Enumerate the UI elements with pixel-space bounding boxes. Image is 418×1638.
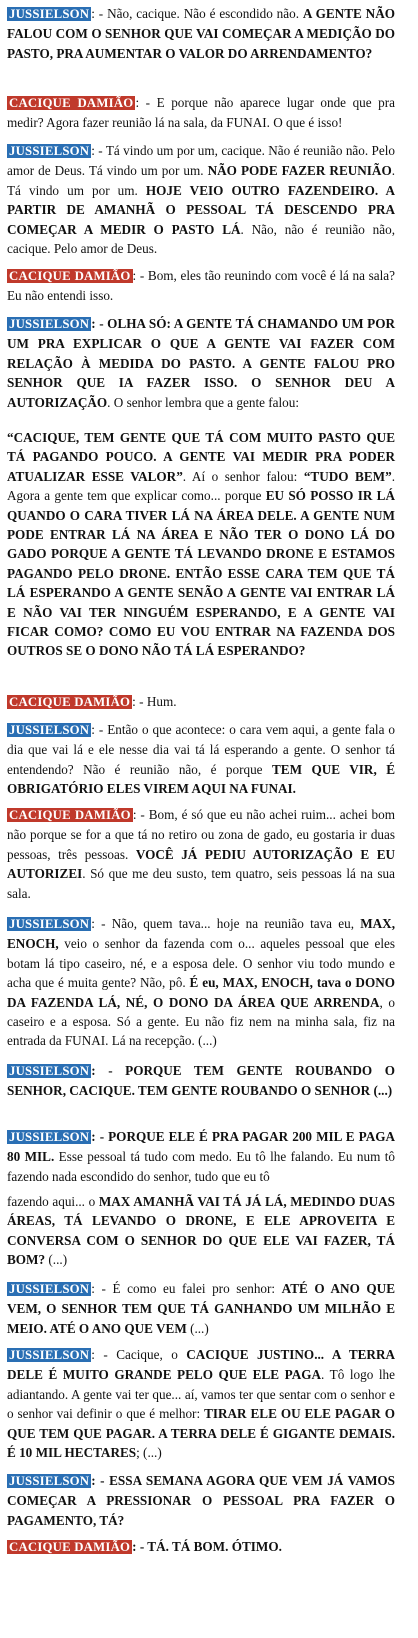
body-text: : - É como eu falei pro senhor: <box>91 1281 282 1296</box>
transcript-entry <box>7 314 395 412</box>
speaker-label-jussielson: JUSSIELSON <box>9 7 90 21</box>
transcript-entry <box>7 266 395 306</box>
speaker-label-cacique: CACIQUE DAMIÃO <box>9 1540 131 1554</box>
body-text: ; (...) <box>136 1445 162 1461</box>
transcript-entry <box>7 1127 395 1186</box>
body-text: (...) <box>45 1252 68 1268</box>
bold-text: : - TÁ. TÁ BOM. ÓTIMO. <box>132 1539 282 1554</box>
transcript-entry <box>7 428 395 661</box>
bold-text: MAX, ENOCH, <box>7 916 395 952</box>
bold-text: TEM QUE VIR, É OBRIGATÓRIO ELES VIREM AQUI NA FUNAI. <box>7 761 395 797</box>
body-text: : - Cacique, o <box>91 1347 187 1362</box>
body-text: : - Bom, eles tão reunindo com você é lá na sala? Eu não entendi isso. <box>7 268 395 304</box>
bold-text: : - PORQUE TEM GENTE ROUBANDO O SENHOR, CACIQUE. TEM GENTE ROUBANDO O SENHOR (...) <box>7 1063 395 1099</box>
bold-text: EU SÓ POSSO IR LÁ QUANDO O CARA TIVER LÁ NA ÁREA DELE. A GENTE NUM PODE ENTRAR LÁ NA ÁREA E NÃO TER O DONO LÁ DO GADO PORQUE A GENTE TÁ LEVANDO DRONE E ESTAMOS PAGANDO PELO DRONE. ENTÃO ESSE CARA TEM QUE TÁ LÁ ESPERANDO A GENTE SENÃO A GENTE VAI ENTRAR LÁ E NÃO VAI TER NINGUÉM ESPERANDO, E A GENTE VAI FICAR COMO? COMO EU VOU ENTRAR NA FAZENDA DOS OUTROS SE O DONO NÃO TÁ LÁ ESPERANDO? <box>7 488 395 659</box>
transcript-entry <box>7 1471 395 1530</box>
bold-text: : - ESSA SEMANA AGORA QUE VEM JÁ VAMOS COMEÇAR A PRESSIONAR O PESSOAL PRA FAZER O PAGAMENTO, TÁ? <box>7 1473 395 1528</box>
body-text: : - Hum. <box>132 694 177 709</box>
speaker-label-cacique: CACIQUE DAMIÃO <box>9 269 131 283</box>
speaker-label-jussielson: JUSSIELSON <box>9 144 90 158</box>
body-text: : - Não, cacique. Não é escondido não. <box>91 6 303 21</box>
transcript-entry <box>7 692 395 712</box>
body-text: , o caseiro e a esposa. Só a gente. Eu não fiz nem na minha sala, fiz na entrada da FUNAI. Lá na recepção. (...) <box>7 994 396 1049</box>
transcript-entry <box>7 1061 395 1101</box>
body-text: . Agora a gente tem que explicar como... porque <box>7 468 395 504</box>
transcript-entry <box>7 805 395 903</box>
speaker-label-cacique: CACIQUE DAMIÃO <box>9 695 131 709</box>
bold-text: É eu, MAX, ENOCH, tava o DONO DA FAZENDA LÁ, NÉ, O DONO DA ÁREA QUE ARRENDA <box>7 975 395 1010</box>
bold-text: ATÉ O ANO QUE VEM, O SENHOR TEM QUE TÁ GANHANDO UM MILHÃO E MEIO. ATÉ O ANO QUE VEM <box>7 1281 395 1336</box>
transcript-entry <box>7 914 395 1051</box>
bold-text: : - OLHA SÓ: A GENTE TÁ CHAMANDO UM POR UM PRA EXPLICAR O QUE A GENTE VAI FAZER COM RELAÇÃO À MEDIDA DO PASTO. A GENTE FALOU PRO SENHOR QUE IA FAZER ISSO. O SENHOR DEU A AUTORIZAÇÃO <box>7 316 395 410</box>
speaker-label-jussielson: JUSSIELSON <box>9 1064 90 1078</box>
transcript-entry <box>7 1345 395 1462</box>
transcript-entry <box>7 720 395 799</box>
transcript-entry <box>7 1537 395 1557</box>
transcript-entry <box>7 141 395 258</box>
body-text: veio o senhor da fazenda com o... aqueles pessoal que eles botam lá tipo caseiro, né, e a esposa dele. O senhor viu todo mundo e acha que é muita gente? Não, pô. <box>7 936 395 991</box>
bold-text: MAX AMANHÃ VAI TÁ JÁ LÁ, MEDINDO DUAS ÁREAS, TÁ LEVANDO O DRONE, E ELE APROVEITA E CONVERSA COM O SENHOR DO QUE ELE VAI FAZER, TÁ BOM? <box>7 1194 395 1268</box>
body-text: (...) <box>186 1320 209 1336</box>
body-text: . Aí o senhor falou: <box>182 468 304 484</box>
speaker-label-jussielson: JUSSIELSON <box>9 723 90 737</box>
speaker-label-jussielson: JUSSIELSON <box>9 317 90 331</box>
transcript-entry <box>7 93 395 133</box>
transcript-entry <box>7 1192 395 1270</box>
body-text: : - E porque não aparece lugar onde que pra medir? Agora fazer reunião lá na sala, da FUNAI. O que é isso! <box>7 95 396 131</box>
bold-text: “CACIQUE, TEM GENTE QUE TÁ COM MUITO PASTO QUE TÁ PAGANDO POUCO. A GENTE VAI MEDIR PRA PODER ATUALIZAR ESSE VALOR” <box>7 430 395 484</box>
bold-text: NÃO PODE FAZER REUNIÃO <box>207 163 392 179</box>
bold-text: A GENTE NÃO FALOU COM O SENHOR QUE VAI COMEÇAR A MEDIÇÃO DO PASTO, PRA AUMENTAR O VALOR DO ARRENDAMENTO? <box>7 6 395 61</box>
bold-text: “TUDO BEM” <box>303 468 392 484</box>
transcript-entry <box>7 4 395 63</box>
bold-text: : - PORQUE ELE É PRA PAGAR 200 MIL E PAGA 80 MIL. <box>7 1129 395 1165</box>
body-text: : - Não, quem tava... hoje na reunião tava eu, <box>91 916 361 931</box>
body-text: . O senhor lembra que a gente falou: <box>107 394 300 410</box>
speaker-label-jussielson: JUSSIELSON <box>9 1348 90 1362</box>
bold-text: VOCÊ JÁ PEDIU AUTORIZAÇÃO E EU AUTORIZEI <box>7 846 396 882</box>
speaker-label-cacique: CACIQUE DAMIÃO <box>9 808 131 822</box>
body-text: fazendo aqui... o <box>7 1194 99 1209</box>
bold-text: CACIQUE JUSTINO... A TERRA DELE É MUITO GRANDE PELO QUE ELE PAGA <box>7 1347 396 1383</box>
body-text: . Tô logo lhe adiantando. A gente vai ter que... aí, vamos ter que sentar com o senhor e o senhor vai definir o que é melhor: <box>7 1367 396 1422</box>
body-text: . Não, não é reunião não, cacique. Pelo amor de Deus. <box>7 221 395 257</box>
body-text: Esse pessoal tá tudo com medo. Eu tô lhe falando. Eu num tô fazendo nada escondido do senhor, tudo que eu tô <box>7 1149 395 1184</box>
speaker-label-cacique: CACIQUE DAMIÃO <box>9 96 134 110</box>
body-text: : - Então o que acontece: o cara vem aqui, a gente fala o dia que vai lá e ele nesse dia vai tá lá esperando a gente. O senhor tá entendendo? Não é reunião não, é porque <box>7 722 395 777</box>
body-text: . Tá vindo um por um. <box>7 163 395 198</box>
speaker-label-jussielson: JUSSIELSON <box>9 1474 90 1488</box>
bold-text: TIRAR ELE OU ELE PAGAR O QUE TEM QUE PAGAR. A TERRA DELE É GIGANTE DEMAIS. É 10 MIL HECTARES <box>7 1406 395 1461</box>
body-text: . Só que me deu susto, tem quatro, seis pessoas lá na sua sala. <box>7 866 395 901</box>
speaker-label-jussielson: JUSSIELSON <box>9 1130 90 1144</box>
speaker-label-jussielson: JUSSIELSON <box>9 1282 90 1296</box>
transcript-entry <box>7 1279 395 1338</box>
bold-text: HOJE VEIO OUTRO FAZENDEIRO. A PARTIR DE AMANHÃ O PESSOAL TÁ DESCENDO PRA COMEÇAR A MEDIR O PASTO LÁ <box>7 182 396 237</box>
body-text: : - Tá vindo um por um, cacique. Não é reunião não. Pelo amor de Deus. Tá vindo um por um. <box>7 143 395 179</box>
speaker-label-jussielson: JUSSIELSON <box>9 917 90 931</box>
body-text: : - Bom, é só que eu não achei ruim... achei bom não porque se for a que tá no retiro ou zona de gado, eu gostaria ir duas pessoas, três pessoas. <box>7 807 395 862</box>
